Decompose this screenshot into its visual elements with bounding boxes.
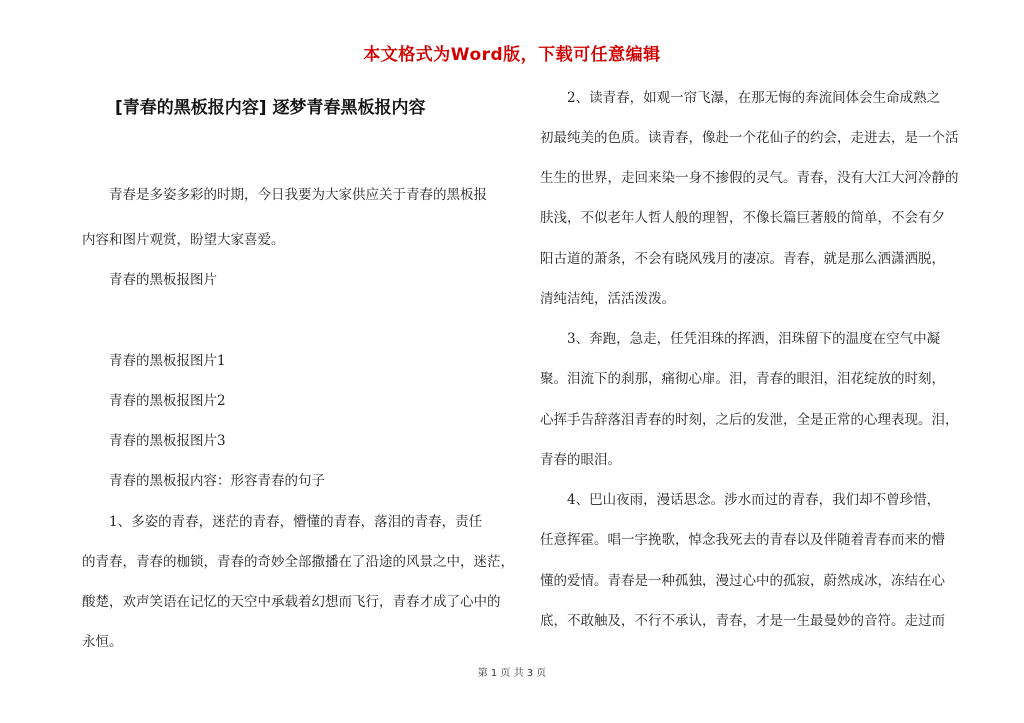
paragraph-line: 青春的黑板报图片3: [82, 433, 226, 449]
paragraph-line: 青春的黑板报内容：形容青春的句子: [82, 473, 325, 489]
paragraph-line: 懂的爱情。青春是一种孤独，漫过心中的孤寂，蔚然成冰，冻结在心: [540, 573, 945, 589]
paragraph-line: 聚。泪流下的刹那，痛彻心扉。泪，青春的眼泪，泪花绽放的时刻，: [540, 371, 945, 387]
paragraph-line: 青春是多姿多彩的时期，今日我要为大家供应关于青春的黑板报: [82, 187, 487, 203]
paragraph-line: 的青春，青春的枷锁，青春的奇妙全部撒播在了沿途的风景之中，迷茫，: [82, 554, 514, 570]
paragraph-line: 2、读青春，如观一帘飞瀑，在那无悔的奔流间体会生命成熟之: [540, 90, 941, 106]
paragraph-line: 3、奔跑，急走，任凭泪珠的挥洒，泪珠留下的温度在空气中凝: [540, 331, 941, 347]
paragraph-line: 任意挥霍。唱一宇挽歌，悼念我死去的青春以及伴随着青春而来的懵: [540, 532, 945, 548]
paragraph-line: 青春的黑板报图片1: [82, 353, 226, 369]
paragraph-line: 永恒。: [82, 634, 123, 650]
paragraph-line: 心挥手告辞落泪青春的时刻，之后的发泄，全是正常的心理表现。泪，: [540, 412, 959, 428]
document-title: [青春的黑板报内容] 逐梦青春黑板报内容: [115, 98, 426, 118]
paragraph-line: 肤浅，不似老年人哲人般的理智，不像长篇巨著般的简单，不会有夕: [540, 210, 945, 226]
paragraph-line: 生生的世界，走回来染一身不掺假的灵气。青春，没有大江大河冷静的: [540, 170, 959, 186]
paragraph-line: 4、巴山夜雨，漫话思念。涉水而过的青春，我们却不曾珍惜，: [540, 492, 941, 508]
page-number-footer: 第 1 页 共 3 页: [477, 668, 547, 679]
paragraph-line: 清纯洁纯，活活泼泼。: [540, 291, 675, 307]
paragraph-line: 阳古道的萧条，不会有晓风残月的凄凉。青春，就是那么洒潇洒脱，: [540, 251, 945, 267]
paragraph-line: 青春的黑板报图片2: [82, 393, 226, 409]
word-format-banner: 本文格式为Word版，下载可任意编辑: [363, 45, 661, 65]
paragraph-line: 青春的黑板报图片: [82, 272, 217, 288]
paragraph-line: 酸楚，欢声笑语在记忆的天空中承载着幻想而飞行，青春才成了心中的: [82, 594, 501, 610]
paragraph-line: 初最纯美的色质。读青春，像赴一个花仙子的约会，走进去，是一个活: [540, 130, 959, 146]
paragraph-line: 1、多姿的青春，迷茫的青春，懵懂的青春，落泪的青春，责任: [82, 514, 483, 530]
paragraph-line: 内容和图片观赏，盼望大家喜爱。: [82, 232, 285, 248]
paragraph-line: 青春的眼泪。: [540, 452, 621, 468]
paragraph-line: 底，不敢触及，不行不承认，青春，才是一生最曼妙的音符。走过而: [540, 613, 945, 629]
